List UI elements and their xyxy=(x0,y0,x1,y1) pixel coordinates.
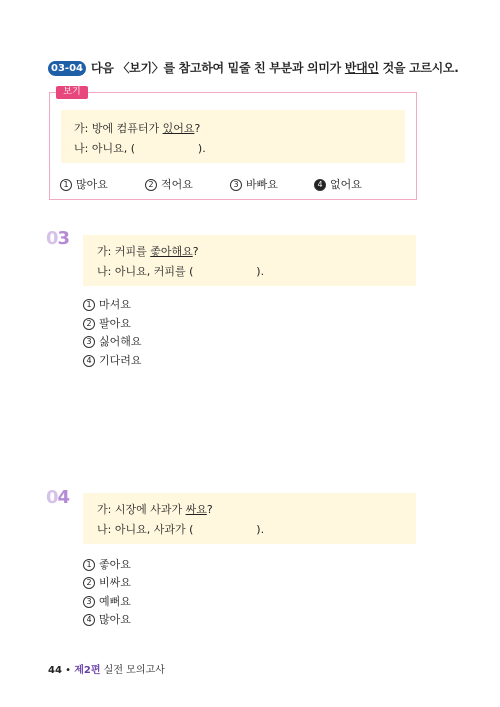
question-4-number xyxy=(46,487,69,508)
question-number-zero: 0 xyxy=(46,487,58,508)
example-line-2: 나: 아니요, ( ). xyxy=(74,142,206,155)
choice-text: 기다려요 xyxy=(99,354,142,367)
q3-line-1-underlined: 좋아해요 xyxy=(150,245,193,258)
question-4-choice-2[interactable] xyxy=(83,574,131,590)
question-number-zero: 0 xyxy=(46,228,58,249)
question-number-digit: 3 xyxy=(57,228,70,249)
instruction-pre: 다음 〈보기〉를 참고하여 밑줄 친 부분과 의미가 xyxy=(91,61,345,75)
choice-number: 2 xyxy=(83,577,95,589)
page-number: 44 xyxy=(48,665,62,676)
choice-text: 좋아요 xyxy=(99,558,131,571)
example-choice-4[interactable] xyxy=(314,176,362,192)
example-line-1 xyxy=(74,120,200,136)
q4-line-1-underlined: 싸요 xyxy=(185,503,207,516)
instruction-text xyxy=(91,59,458,76)
question-4-choice-1[interactable] xyxy=(83,556,131,572)
question-3-line-2: 나: 아니요, 커피를 ( ). xyxy=(97,265,265,278)
instruction-underlined: 반대인 xyxy=(344,61,379,75)
choice-number: 2 xyxy=(145,179,157,191)
choice-number: 3 xyxy=(83,336,95,348)
footer-title: 실전 모의고사 xyxy=(103,665,165,676)
question-4-choice-4[interactable] xyxy=(83,611,131,627)
choice-number: 1 xyxy=(83,299,95,311)
choice-number-selected: 4 xyxy=(314,179,326,191)
choice-text: 마셔요 xyxy=(99,298,131,311)
question-number-digit: 4 xyxy=(57,487,70,508)
footer-bullet: • xyxy=(65,665,72,676)
choice-text: 적어요 xyxy=(161,178,193,191)
choice-number: 1 xyxy=(83,559,95,571)
choice-number: 2 xyxy=(83,318,95,330)
question-4-choice-3[interactable] xyxy=(83,593,131,609)
example-choice-2[interactable] xyxy=(145,176,193,192)
instruction-post: 것을 고르시오. xyxy=(378,61,459,75)
example-choice-3[interactable] xyxy=(230,176,278,192)
choice-text: 많아요 xyxy=(76,178,108,191)
choice-number: 1 xyxy=(60,179,72,191)
choice-text: 예뻐요 xyxy=(99,595,131,608)
choice-text: 비싸요 xyxy=(99,576,131,589)
example-line-1-underlined: 있어요 xyxy=(162,122,195,135)
example-line-1-post: ? xyxy=(194,122,201,135)
question-3-choice-3[interactable] xyxy=(83,333,142,349)
question-3-choice-2[interactable] xyxy=(83,315,131,331)
question-3-line-1 xyxy=(97,243,199,259)
choice-text: 바빠요 xyxy=(246,178,278,191)
question-4-line-2: 나: 아니요, 사과가 ( ). xyxy=(97,523,265,536)
footer-section: 제2편 xyxy=(74,665,101,676)
choice-number: 3 xyxy=(230,179,242,191)
q4-line-1-pre: 가: 시장에 사과가 xyxy=(97,503,186,516)
choice-text: 많아요 xyxy=(99,613,131,626)
question-4-line-1 xyxy=(97,501,213,517)
choice-number: 3 xyxy=(83,596,95,608)
choice-number: 4 xyxy=(83,355,95,367)
q4-line-1-post: ? xyxy=(206,503,213,516)
question-3-choice-1[interactable] xyxy=(83,296,131,312)
choice-number: 4 xyxy=(83,614,95,626)
question-3-choice-4[interactable] xyxy=(83,352,142,368)
example-line-1-pre: 가: 방에 컴퓨터가 xyxy=(74,122,163,135)
page-footer xyxy=(48,661,165,676)
question-range-badge: 03-04 xyxy=(48,61,86,76)
q3-line-1-post: ? xyxy=(192,245,199,258)
choice-text: 없어요 xyxy=(330,178,362,191)
choice-text: 싫어해요 xyxy=(99,335,142,348)
example-choice-1[interactable] xyxy=(60,176,108,192)
choice-text: 팔아요 xyxy=(99,317,131,330)
question-3-number xyxy=(46,228,69,249)
example-tag: 보기 xyxy=(56,86,88,99)
q3-line-1-pre: 가: 커피를 xyxy=(97,245,151,258)
